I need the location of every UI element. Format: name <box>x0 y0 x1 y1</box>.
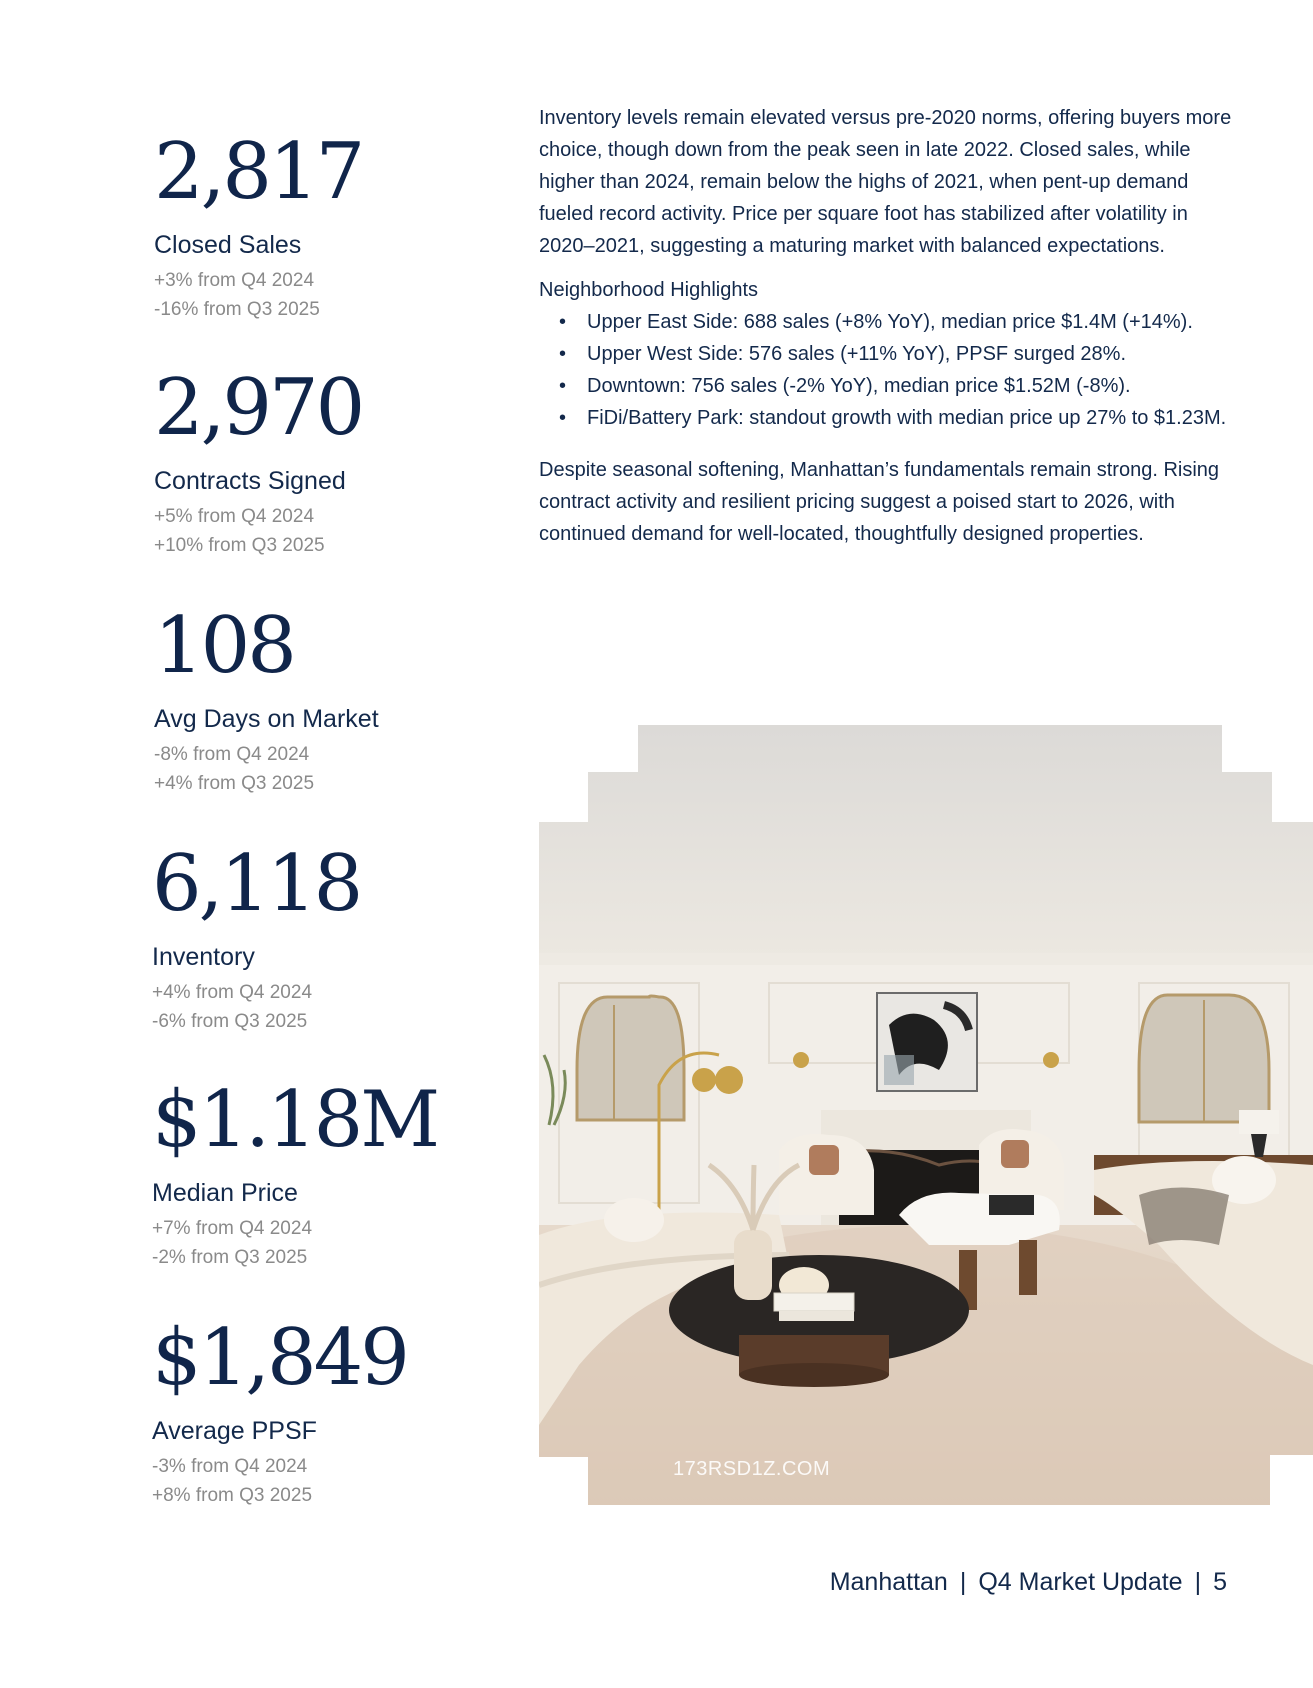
stat-value: 108 <box>154 601 294 691</box>
stat-label: Median Price <box>152 1179 298 1207</box>
stat-change: +7% from Q4 2024 <box>152 1218 313 1239</box>
stat-change: -6% from Q3 2025 <box>152 1011 308 1032</box>
list-item: • Upper East Side: 688 sales (+8% YoY), median price $1.4M (+14%). <box>587 306 1239 338</box>
list-item: • FiDi/Battery Park: standout growth with median price up 27% to $1.23M. <box>587 402 1239 434</box>
stat-change: -2% from Q3 2025 <box>152 1247 308 1268</box>
stat-inventory <box>152 839 512 1036</box>
stat-label: Closed Sales <box>154 231 302 259</box>
stat-avg-days-on-market <box>154 601 514 798</box>
stat-label: Inventory <box>152 943 255 971</box>
footer-separator: | <box>959 1568 967 1596</box>
stat-contracts-signed <box>154 363 514 560</box>
stat-change: +10% from Q3 2025 <box>154 535 325 556</box>
list-item: • Downtown: 756 sales (-2% YoY), median price $1.52M (-8%). <box>587 370 1239 402</box>
stat-label: Avg Days on Market <box>154 705 379 733</box>
stat-change: +8% from Q3 2025 <box>152 1485 313 1506</box>
stat-value: 6,118 <box>152 839 361 929</box>
stat-label: Average PPSF <box>152 1417 317 1445</box>
highlights-list <box>539 306 1239 434</box>
stat-change: +5% from Q4 2024 <box>154 506 315 527</box>
commentary-paragraph: Inventory levels remain elevated versus pre-2020 norms, offering buyers more choice, though down from the peak seen in late 2022. Closed sales, while higher than 2024, remain below the highs of 2021, when pent-up demand fueled record activity. Price per square foot has stabilized after volatility in 2020–2021, suggesting a maturing market with balanced expectations. <box>539 107 1232 257</box>
footer-section: Q4 Market Update <box>978 1568 1183 1596</box>
stat-change: +4% from Q4 2024 <box>152 982 313 1003</box>
stat-value: $1,849 <box>152 1313 407 1403</box>
stat-value: 2,817 <box>154 127 363 217</box>
living-room-photo <box>539 725 1313 1505</box>
footer-region: Manhattan <box>829 1568 948 1596</box>
stat-change: +4% from Q3 2025 <box>154 773 315 794</box>
photo-frame <box>539 725 1313 1505</box>
stat-label: Contracts Signed <box>154 467 346 495</box>
stat-value: 2,970 <box>154 363 363 453</box>
stat-change: -16% from Q3 2025 <box>154 299 320 320</box>
stat-median-price <box>152 1075 512 1272</box>
page-footer <box>830 1568 1227 1597</box>
list-item: • Upper West Side: 576 sales (+11% YoY), PPSF surged 28%. <box>587 338 1239 370</box>
stat-average-ppsf <box>152 1313 512 1510</box>
footer-separator: | <box>1194 1568 1202 1596</box>
page-number: 5 <box>1213 1568 1227 1596</box>
photo-watermark: 173RSD1Z.COM <box>673 1458 831 1480</box>
highlights-title: Neighborhood Highlights <box>539 279 759 301</box>
stat-change: +3% from Q4 2024 <box>154 270 315 291</box>
stat-change: -8% from Q4 2024 <box>154 744 310 765</box>
market-commentary <box>539 102 1239 550</box>
stat-closed-sales <box>154 127 514 324</box>
commentary-paragraph: Despite seasonal softening, Manhattan’s fundamentals remain strong. Rising contract activity and resilient pricing suggest a poised start to 2026, with continued demand for well-located, thoughtfully designed properties. <box>539 459 1220 545</box>
stat-value: $1.18M <box>152 1075 438 1165</box>
stat-change: -3% from Q4 2024 <box>152 1456 308 1477</box>
